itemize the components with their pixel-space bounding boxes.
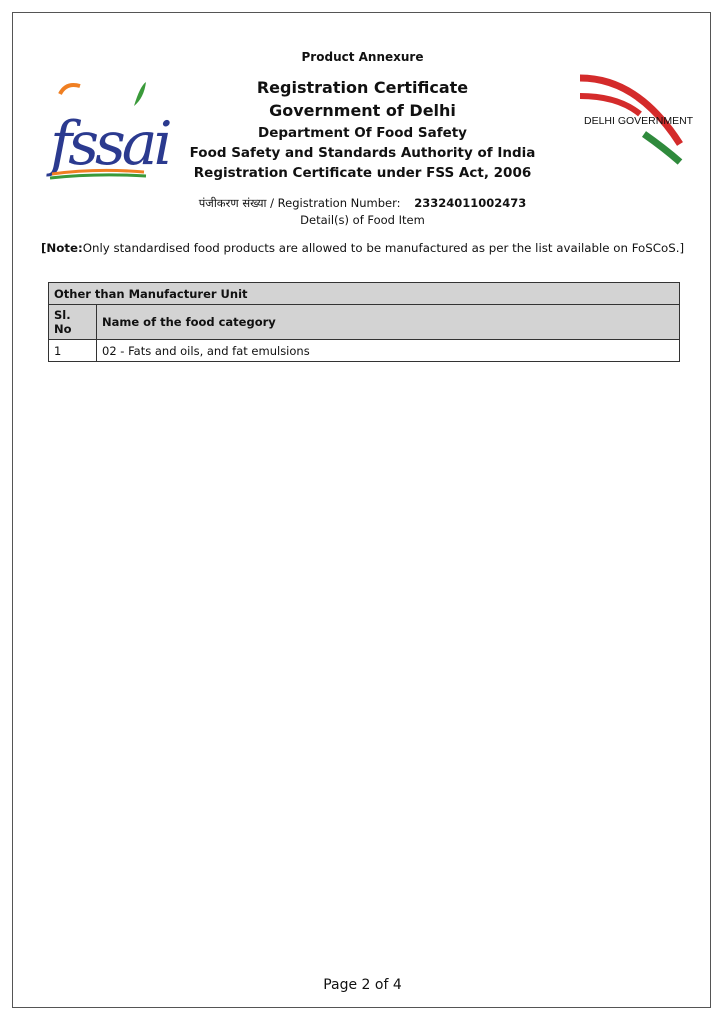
detail-label: Detail(s) of Food Item — [300, 213, 425, 227]
row-food-category: 02 - Fats and oils, and fat emulsions — [97, 340, 680, 362]
authority-title: Food Safety and Standards Authority of India — [189, 145, 536, 161]
col-food-category: Name of the food category — [97, 305, 680, 340]
food-category-table — [48, 282, 680, 362]
note-bracket: [ — [40, 241, 47, 255]
delhi-logo-text: DELHI GOVERNMENT — [584, 115, 694, 127]
government-title: Government of Delhi — [269, 101, 456, 120]
certificate-title: Registration Certificate — [256, 78, 469, 97]
note-label: Note: — [46, 241, 83, 255]
act-title: Registration Certificate under FSS Act, 2006 — [193, 165, 532, 181]
note — [0, 241, 725, 255]
col-sl-no: Sl. No — [49, 305, 97, 340]
table-row — [49, 340, 680, 362]
row-sl-no: 1 — [49, 340, 97, 362]
page-number: Page 2 of 4 — [323, 977, 402, 993]
registration-line — [0, 196, 725, 211]
annexure-title: Product Annexure — [301, 50, 424, 64]
registration-number: 23324011002473 — [414, 196, 527, 210]
note-text: Only standardised food products are allowed to be manufactured as per the list available on FoSCoS.] — [82, 241, 685, 255]
fssai-logo-text: fssai — [50, 109, 169, 179]
unit-header: Other than Manufacturer Unit — [49, 283, 680, 305]
registration-label: पंजीकरण संख्या / Registration Number: — [198, 196, 401, 210]
department-title: Department Of Food Safety — [258, 125, 467, 141]
